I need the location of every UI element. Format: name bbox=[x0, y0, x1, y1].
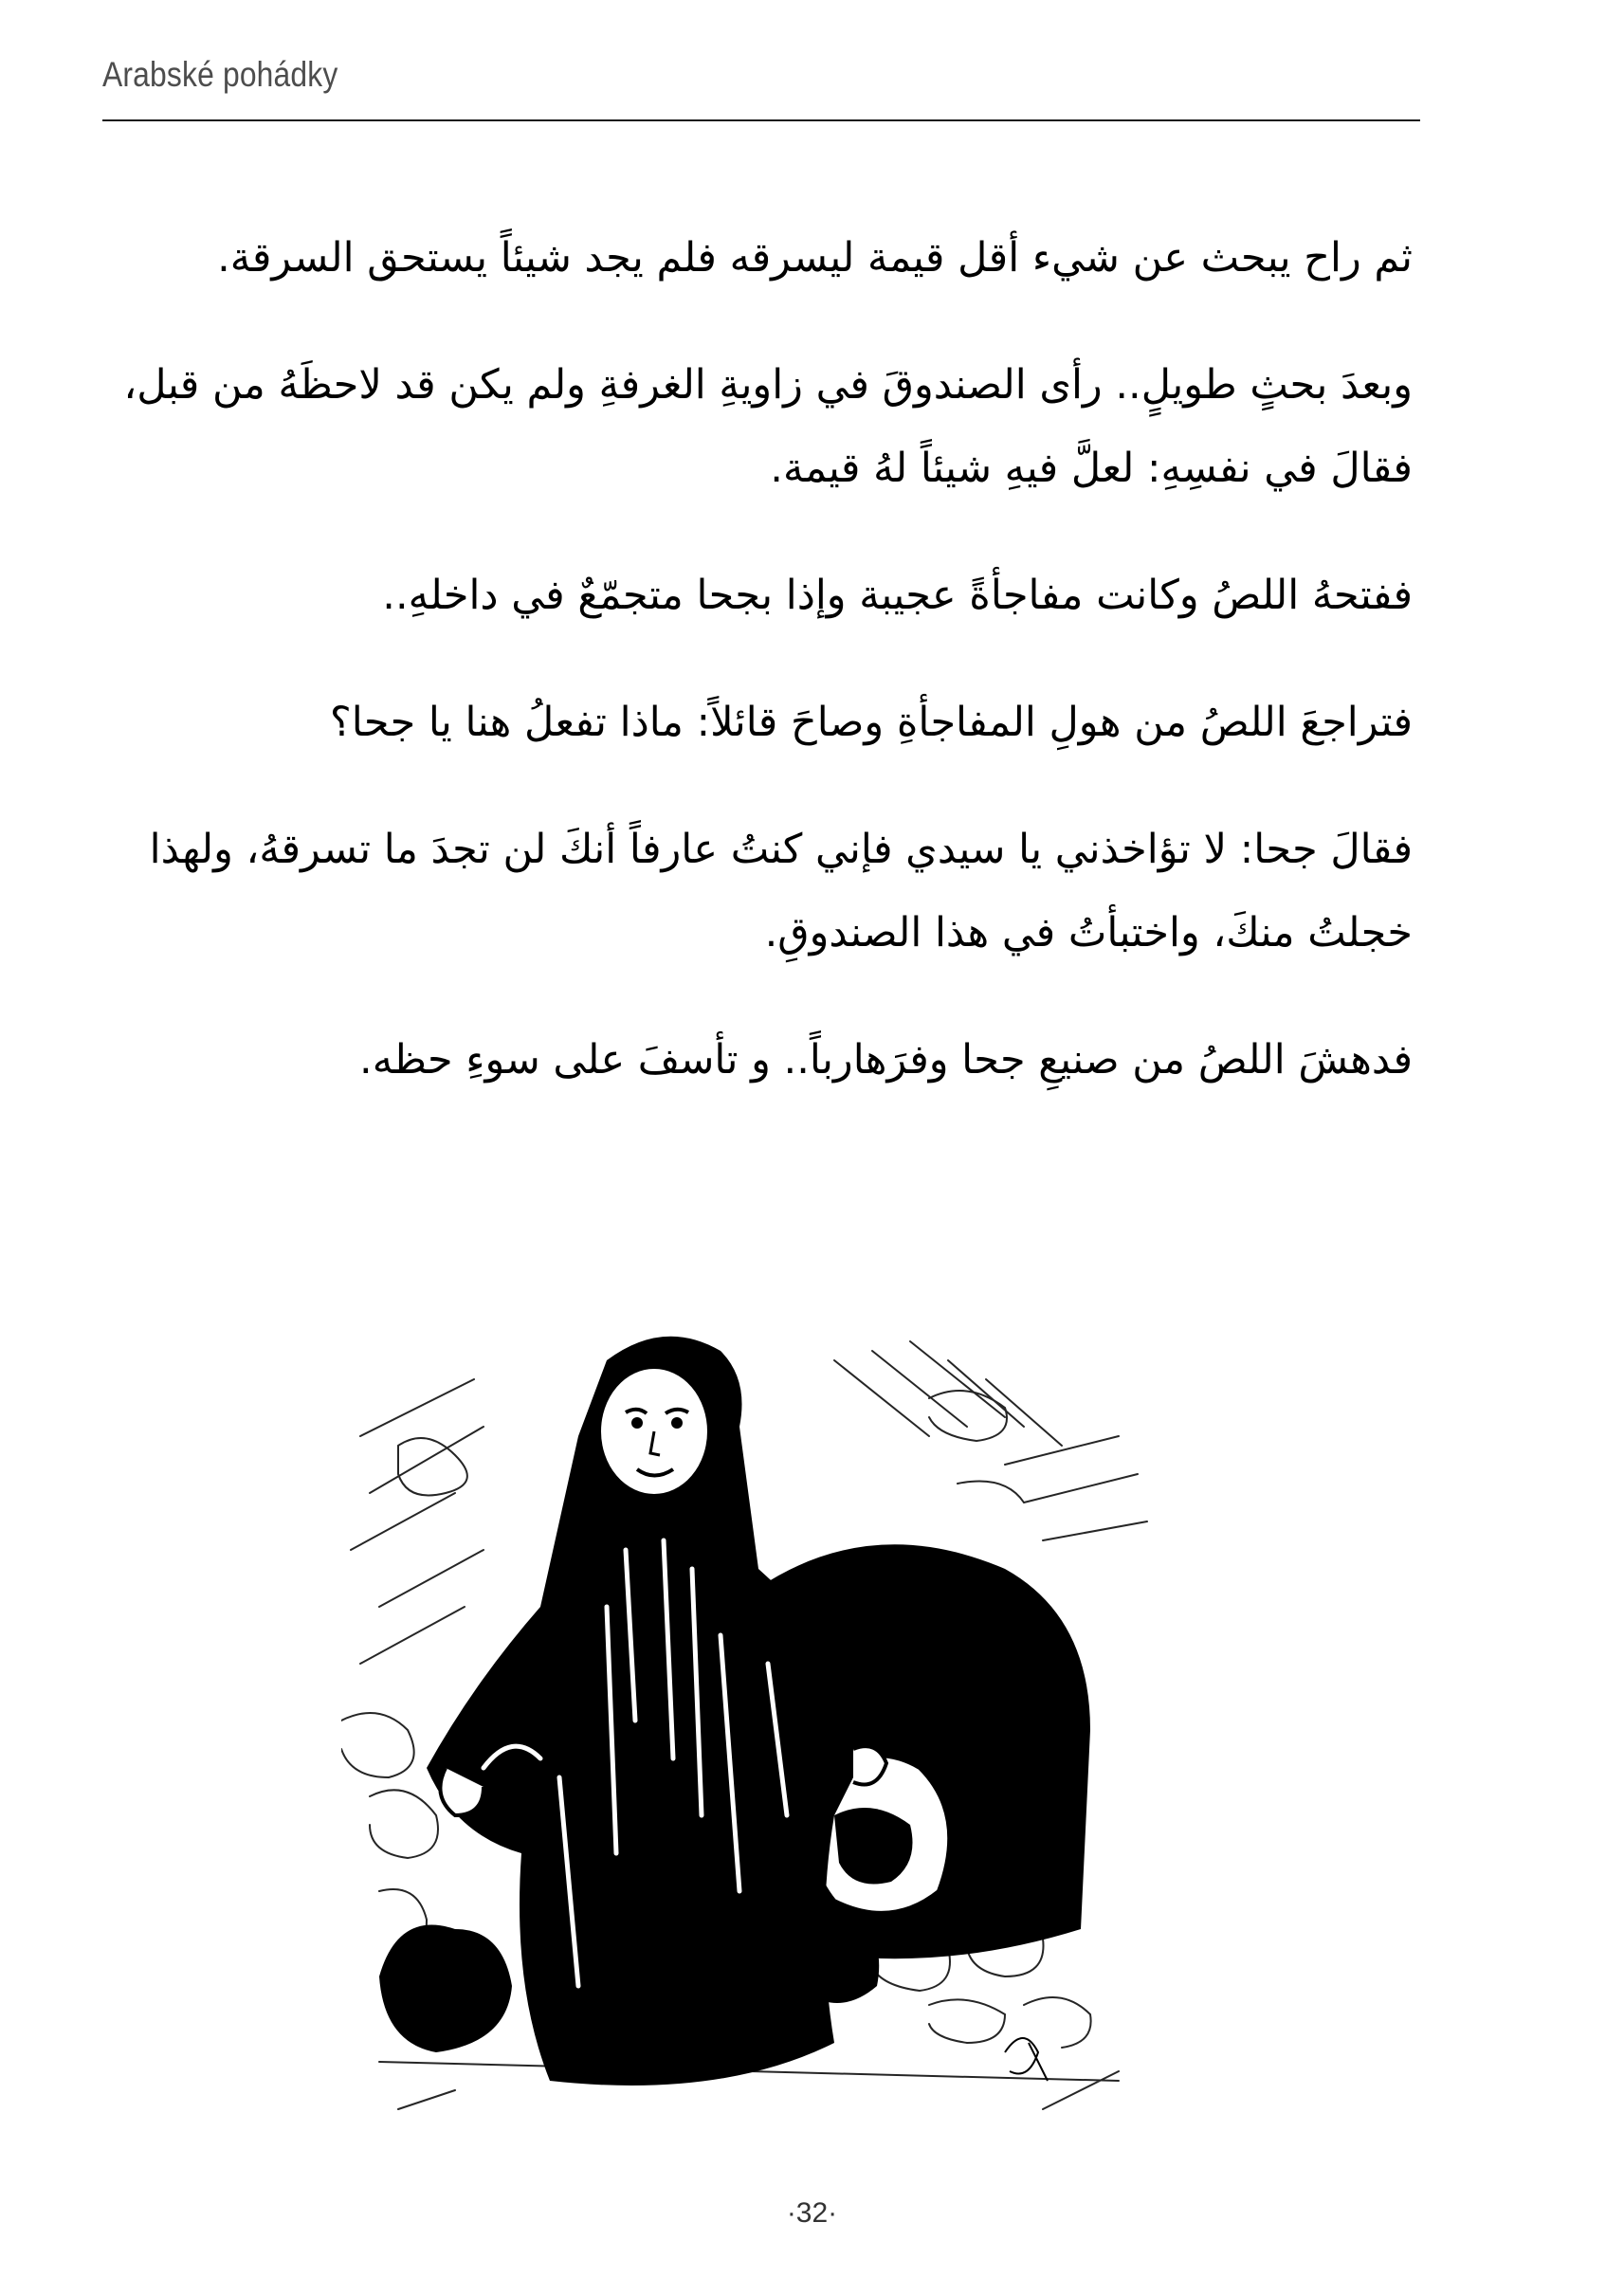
paragraph-4: فتراجعَ اللصُ من هولِ المفاجأةِ وصاحَ قائلاً: ماذا تفعلُ هنا يا جحا؟ bbox=[329, 699, 1413, 746]
paragraph-2: وبعدَ بحثٍ طويلٍ.. رأى الصندوقَ في زاويةِ الغرفةِ ولم يكن قد لاحظَهُ من قبل، فقالَ في نفسِهِ: لعلَّ فيهِ شيئاً لهُ قيمة. bbox=[123, 361, 1413, 492]
ink-illustration bbox=[341, 1322, 1166, 2138]
paragraph-5: فقالَ جحا: لا تؤاخذني يا سيدي فإني كنتُ عارفاً أنكَ لن تجدَ ما تسرقهُ، ولهذا خجلتُ منكَ، واختبأتُ في هذا الصندوقِ. bbox=[149, 826, 1413, 956]
paragraph-6: فدهشَ اللصُ من صنيعِ جحا وفرَهارباً.. و تأسفَ على سوءِ حظه. bbox=[359, 1036, 1413, 1084]
ink-drawing-figure-and-chest-icon bbox=[341, 1322, 1166, 2138]
story-text bbox=[114, 216, 1413, 1145]
header-rule bbox=[102, 119, 1420, 121]
paragraph-3: ففتحهُ اللصُ وكانت مفاجأةً عجيبة وإذا بجحا متجمّعٌ في داخلهِ.. bbox=[382, 572, 1413, 619]
page-number: ·32· bbox=[786, 2197, 838, 2229]
running-header: Arabské pohádky bbox=[102, 55, 338, 94]
paragraph-1: ثم راح يبحث عن شيء أقل قيمة ليسرقه فلم يجد شيئاً يستحق السرقة. bbox=[217, 234, 1413, 282]
